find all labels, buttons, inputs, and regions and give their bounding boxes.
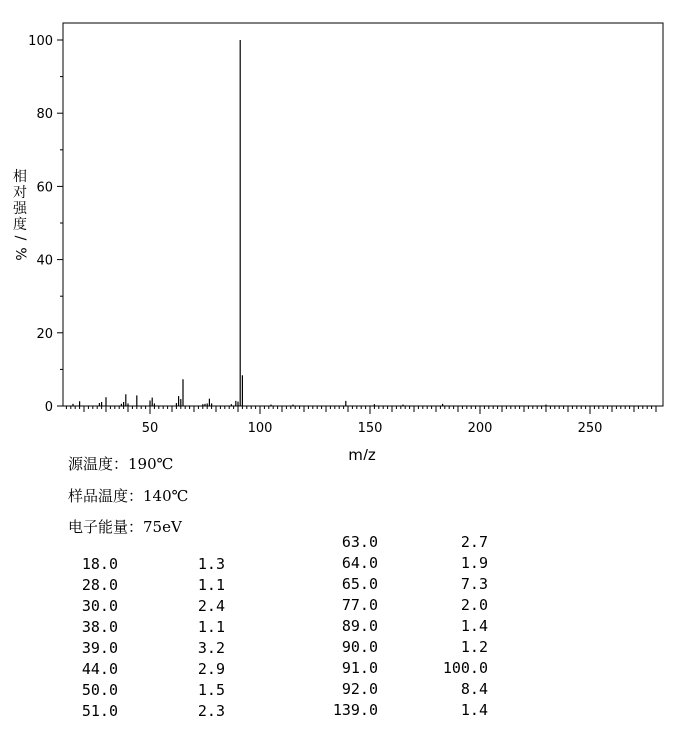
peak-intensity: 1.3 — [197, 555, 225, 573]
y-axis-title-char: / — [12, 235, 28, 241]
peak-intensity: 1.9 — [460, 554, 488, 572]
y-tick-label: 0 — [44, 400, 53, 415]
peak-intensity: 1.2 — [460, 638, 488, 656]
peak-mz: 28.0 — [81, 576, 118, 594]
x-axis-ticks — [142, 406, 603, 436]
peak-intensity: 2.4 — [197, 597, 225, 615]
y-tick-label: 60 — [36, 180, 53, 196]
condition-source-temp: 源温度：190℃ — [68, 455, 174, 473]
peak-mz: 77.0 — [341, 596, 378, 614]
x-tick-label: 50 — [141, 421, 159, 436]
plot-frame — [63, 23, 663, 406]
condition-electron-energy: 电子能量：75eV — [68, 518, 182, 536]
peak-mz: 50.0 — [81, 681, 118, 699]
peak-mz: 90.0 — [341, 638, 378, 656]
peak-mz: 64.0 — [341, 554, 378, 572]
y-axis-title-char: 相 — [13, 169, 27, 185]
peak-mz: 63.0 — [341, 533, 378, 551]
x-tick-label: 250 — [577, 421, 603, 436]
condition-sample-temp: 样品温度：140℃ — [68, 487, 189, 505]
peak-mz: 30.0 — [81, 597, 118, 615]
y-axis-title-char: 度 — [13, 217, 27, 233]
peak-mz: 38.0 — [81, 618, 118, 636]
y-tick-label: 40 — [36, 253, 53, 269]
x-tick-label: 100 — [247, 421, 273, 436]
minor-ticks — [60, 77, 656, 412]
y-tick-label: 80 — [36, 107, 53, 123]
peak-mz: 92.0 — [341, 680, 378, 698]
y-axis-title-char: 强 — [13, 201, 27, 217]
peak-intensity: 1.1 — [197, 576, 225, 594]
peak-intensity: 100.0 — [442, 659, 488, 677]
peak-mz: 91.0 — [341, 659, 378, 677]
peak-intensity: 1.4 — [460, 701, 488, 719]
x-tick-label: 150 — [357, 421, 383, 436]
peak-mz: 65.0 — [341, 575, 378, 593]
peak-mz: 89.0 — [341, 617, 378, 635]
peak-intensity: 1.1 — [197, 618, 225, 636]
peak-mz: 44.0 — [81, 660, 118, 678]
y-axis-ticks — [28, 34, 63, 415]
peak-intensity: 3.2 — [197, 639, 225, 657]
peak-intensity: 2.7 — [460, 533, 488, 551]
peak-mz: 39.0 — [81, 639, 118, 657]
peak-mz: 18.0 — [81, 555, 118, 573]
peak-intensity: 2.0 — [460, 596, 488, 614]
x-tick-label: 200 — [467, 421, 493, 436]
peak-intensity: 1.5 — [197, 681, 225, 699]
spectrum-peaks — [73, 40, 546, 406]
y-axis-title-char: 对 — [13, 185, 27, 201]
peak-mz: 51.0 — [81, 702, 118, 720]
peak-intensity: 2.3 — [197, 702, 225, 720]
y-tick-label: 20 — [36, 326, 53, 342]
peak-intensity: 2.9 — [197, 660, 225, 678]
y-axis-title-char: % — [12, 247, 28, 261]
y-tick-label: 100 — [28, 34, 53, 49]
x-axis-title: m/z — [348, 446, 376, 460]
peak-intensity: 7.3 — [460, 575, 488, 593]
peak-intensity: 8.4 — [460, 680, 488, 698]
peak-intensity: 1.4 — [460, 617, 488, 635]
peak-mz: 139.0 — [332, 701, 378, 719]
